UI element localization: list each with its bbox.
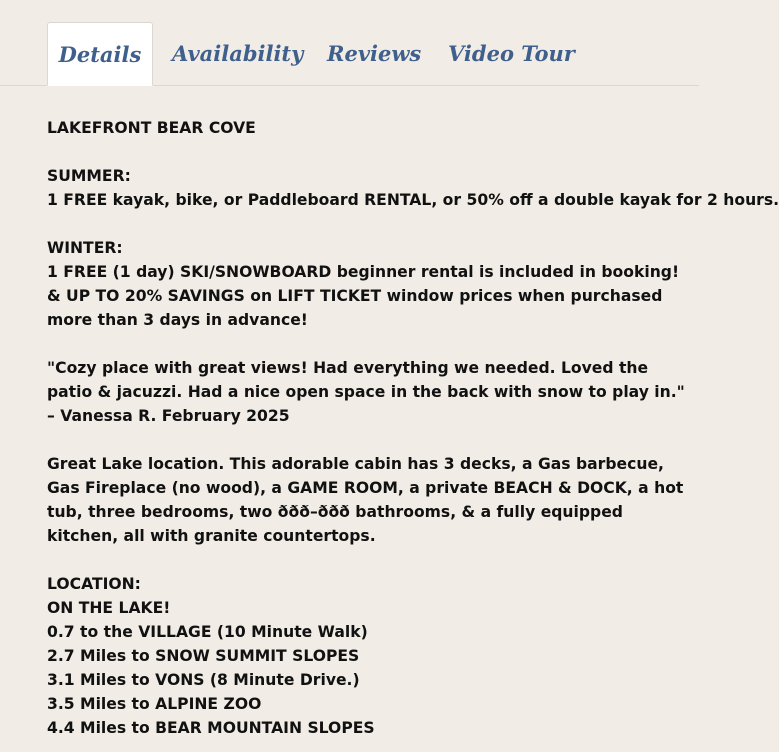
location-item: 0.7 to the VILLAGE (10 Minute Walk) — [47, 623, 368, 641]
location-item: 3.5 Miles to ALPINE ZOO — [47, 695, 262, 713]
winter-line-2: & UP TO 20% SAVINGS on LIFT TICKET window prices when purchased more than 3 days in advance! — [47, 287, 663, 329]
location-item: 4.4 Miles to BEAR MOUNTAIN SLOPES — [47, 719, 375, 737]
tab-reviews[interactable]: Reviews — [327, 41, 422, 66]
property-description: Great Lake location. This adorable cabin has 3 decks, a Gas barbecue, Gas Fireplace (no wood), a GAME ROOM, a private BEACH & DOCK, a hot tub, three bedrooms, two ððð–ððð bathrooms, & a fully equipped kitchen, all with granite countertops. — [47, 455, 684, 545]
summer-heading: SUMMER: — [47, 167, 131, 185]
winter-line-1: 1 FREE (1 day) SKI/SNOWBOARD beginner rental is included in booking! — [47, 263, 680, 281]
tab-availability[interactable]: Availability — [172, 41, 304, 66]
location-heading: LOCATION: — [47, 575, 141, 593]
winter-heading: WINTER: — [47, 239, 123, 257]
location-item: ON THE LAKE! — [47, 599, 171, 617]
tab-bar — [0, 0, 699, 86]
details-panel — [47, 116, 779, 740]
tab-video-tour[interactable]: Video Tour — [448, 41, 575, 66]
review-quote: "Cozy place with great views! Had everything we needed. Loved the patio & jacuzzi. Had a nice open space in the back with snow to play in." – Vanessa R. February 2025 — [47, 359, 685, 425]
location-item: 3.1 Miles to VONS (8 Minute Drive.) — [47, 671, 360, 689]
location-item: 2.7 Miles to SNOW SUMMIT SLOPES — [47, 647, 360, 665]
tab-details[interactable]: Details — [47, 22, 153, 86]
property-title: LAKEFRONT BEAR COVE — [47, 119, 256, 137]
summer-text: 1 FREE kayak, bike, or Paddleboard RENTAL, or 50% off a double kayak for 2 hours. — [47, 191, 779, 209]
